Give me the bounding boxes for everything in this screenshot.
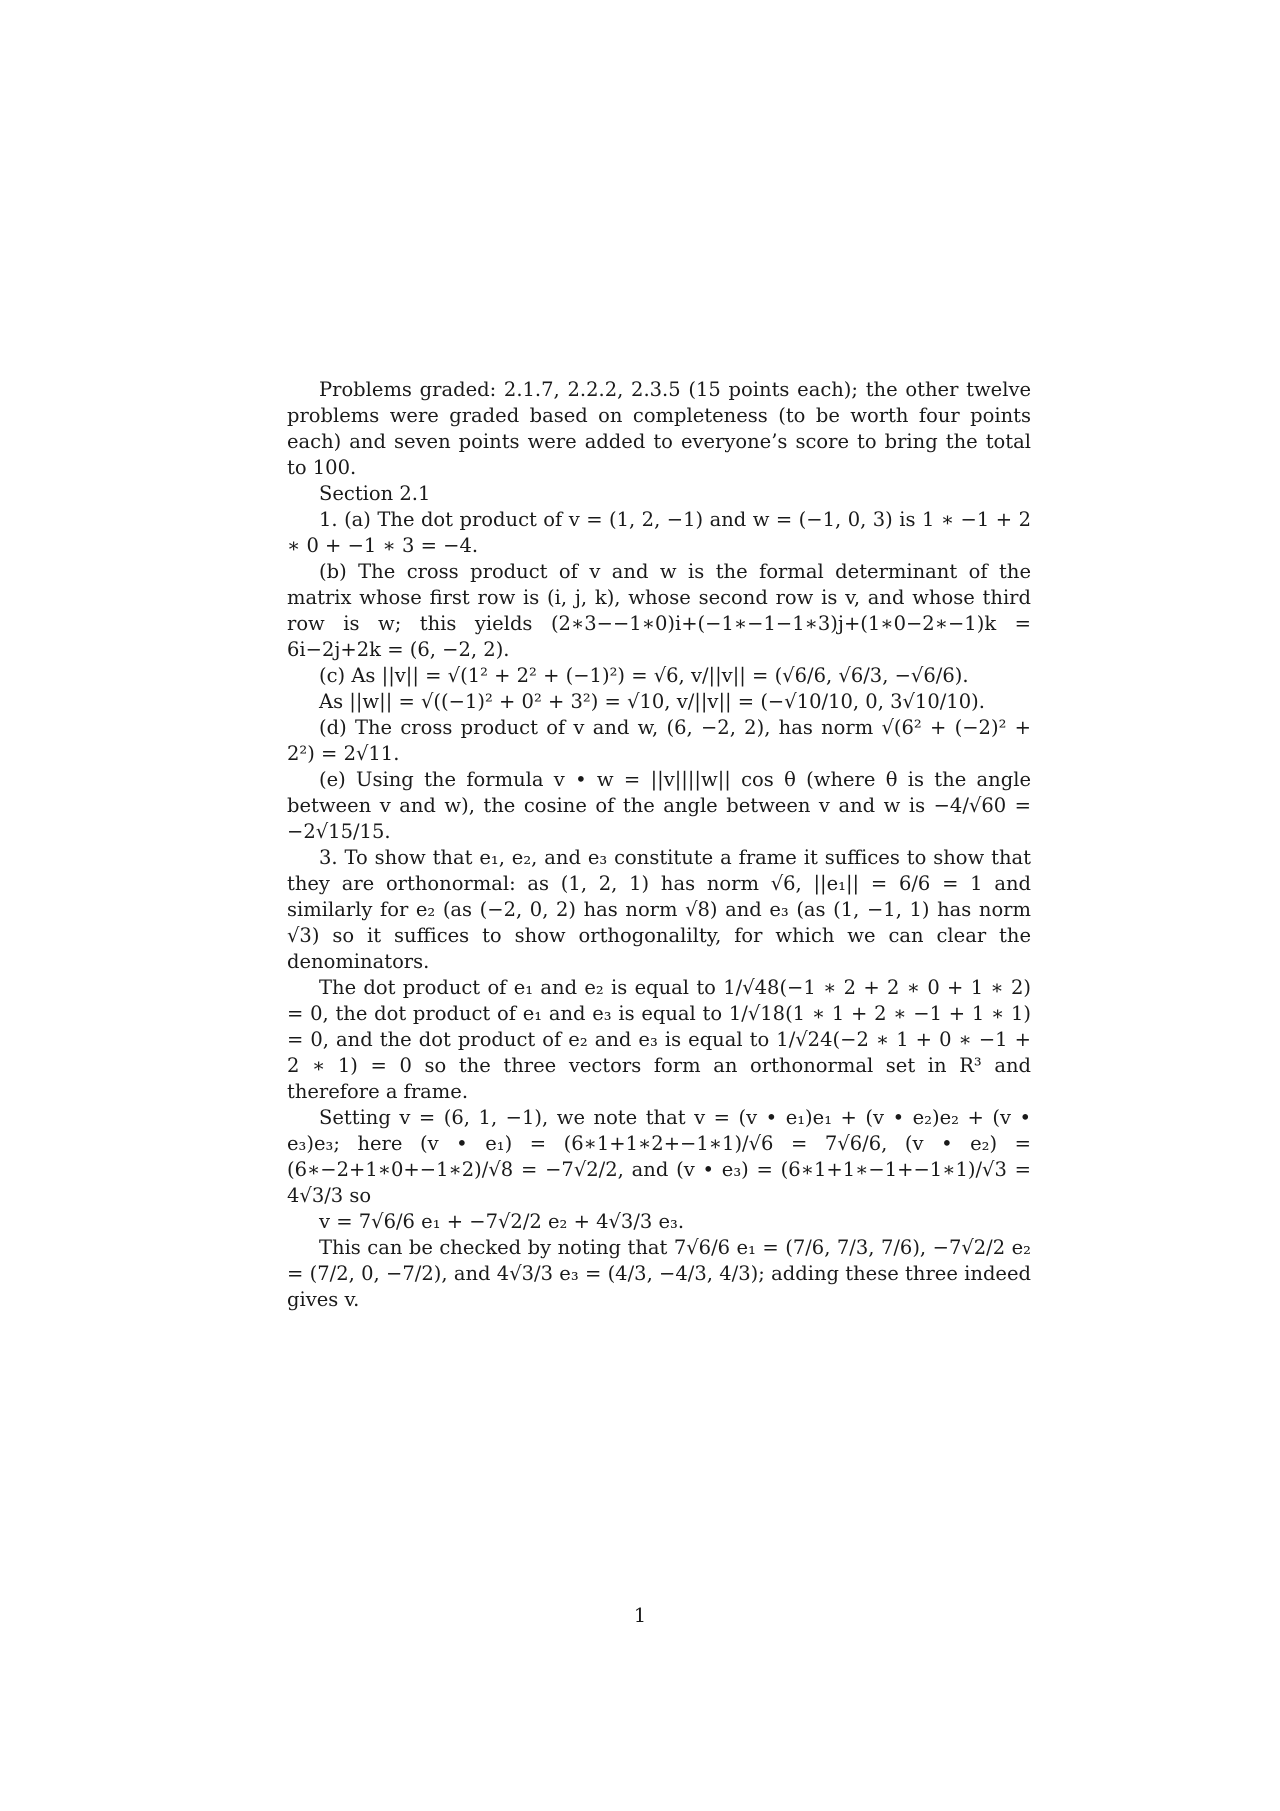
problem-1c-line2: As ||w|| = √((−1)² + 0² + 3²) = √10, v/||v|| = (−√10/10, 0, 3√10/10). — [319, 690, 985, 713]
problem-3-intro: 3. To show that e₁, e₂, and e₃ constitute a frame it suffices to show that they are orthonormal: as (1, 2, 1) has norm √6, ||e₁|| = 6/6 = 1 and similarly for e₂ (as (−2, 0, 2) has norm √8) and e₃ (as (1, −1, 1) has norm √3) so it suffices to show orthogonalilty, for which we can clear the denominators. — [287, 846, 1031, 973]
problem-1a: 1. (a) The dot product of v = (1, 2, −1) and w = (−1, 0, 3) is 1 ∗ −1 + 2 ∗ 0 + −1 ∗ 3 = −4. — [287, 508, 1031, 557]
section-heading: Section 2.1 — [319, 482, 431, 505]
body-text — [287, 377, 1031, 1313]
problem-1c-line1: (c) As ||v|| = √(1² + 2² + (−1)²) = √6, v/||v|| = (√6/6, √6/3, −√6/6). — [319, 664, 969, 687]
problem-1b: (b) The cross product of v and w is the formal determinant of the matrix whose first row is (i, j, k), whose second row is v, and whose third row is w; this yields (2∗3−−1∗0)i+(−1∗−1−1∗3)j+(1∗0−2∗−1)k = 6i−2j+2k = (6, −2, 2). — [287, 560, 1031, 661]
problem-3-dot-products: The dot product of e₁ and e₂ is equal to 1/√48(−1 ∗ 2 + 2 ∗ 0 + 1 ∗ 2) = 0, the dot product of e₁ and e₃ is equal to 1/√18(1 ∗ 1 + 2 ∗ −1 + 1 ∗ 1) = 0, and the dot product of e₂ and e₃ is equal to 1/√24(−2 ∗ 1 + 0 ∗ −1 + 2 ∗ 1) = 0 so the three vectors form an orthonormal set in R³ and therefore a frame. — [287, 976, 1031, 1103]
problem-3-equation: v = 7√6/6 e₁ + −7√2/2 e₂ + 4√3/3 e₃. — [319, 1210, 685, 1233]
grading-note: Problems graded: 2.1.7, 2.2.2, 2.3.5 (15 points each); the other twelve problems were graded based on completeness (to be worth four points each) and seven points were added to everyone’s score to bring the total to 100. — [287, 378, 1031, 479]
problem-1e: (e) Using the formula v • w = ||v||||w|| cos θ (where θ is the angle between v and w), the cosine of the angle between v and w is −4/√60 = −2√15/15. — [287, 768, 1031, 843]
problem-1d: (d) The cross product of v and w, (6, −2, 2), has norm √(6² + (−2)² + 2²) = 2√11. — [287, 716, 1031, 765]
problem-3-check: This can be checked by noting that 7√6/6 e₁ = (7/6, 7/3, 7/6), −7√2/2 e₂ = (7/2, 0, −7/2), and 4√3/3 e₃ = (4/3, −4/3, 4/3); adding these three indeed gives v. — [287, 1236, 1031, 1311]
page-number: 1 — [633, 1604, 647, 1627]
problem-3-decomposition: Setting v = (6, 1, −1), we note that v = (v • e₁)e₁ + (v • e₂)e₂ + (v • e₃)e₃; here (v • e₁) = (6∗1+1∗2+−1∗1)/√6 = 7√6/6, (v • e₂) = (6∗−2+1∗0+−1∗2)/√8 = −7√2/2, and (v • e₃) = (6∗1+1∗−1+−1∗1)/√3 = 4√3/3 so — [287, 1106, 1031, 1207]
